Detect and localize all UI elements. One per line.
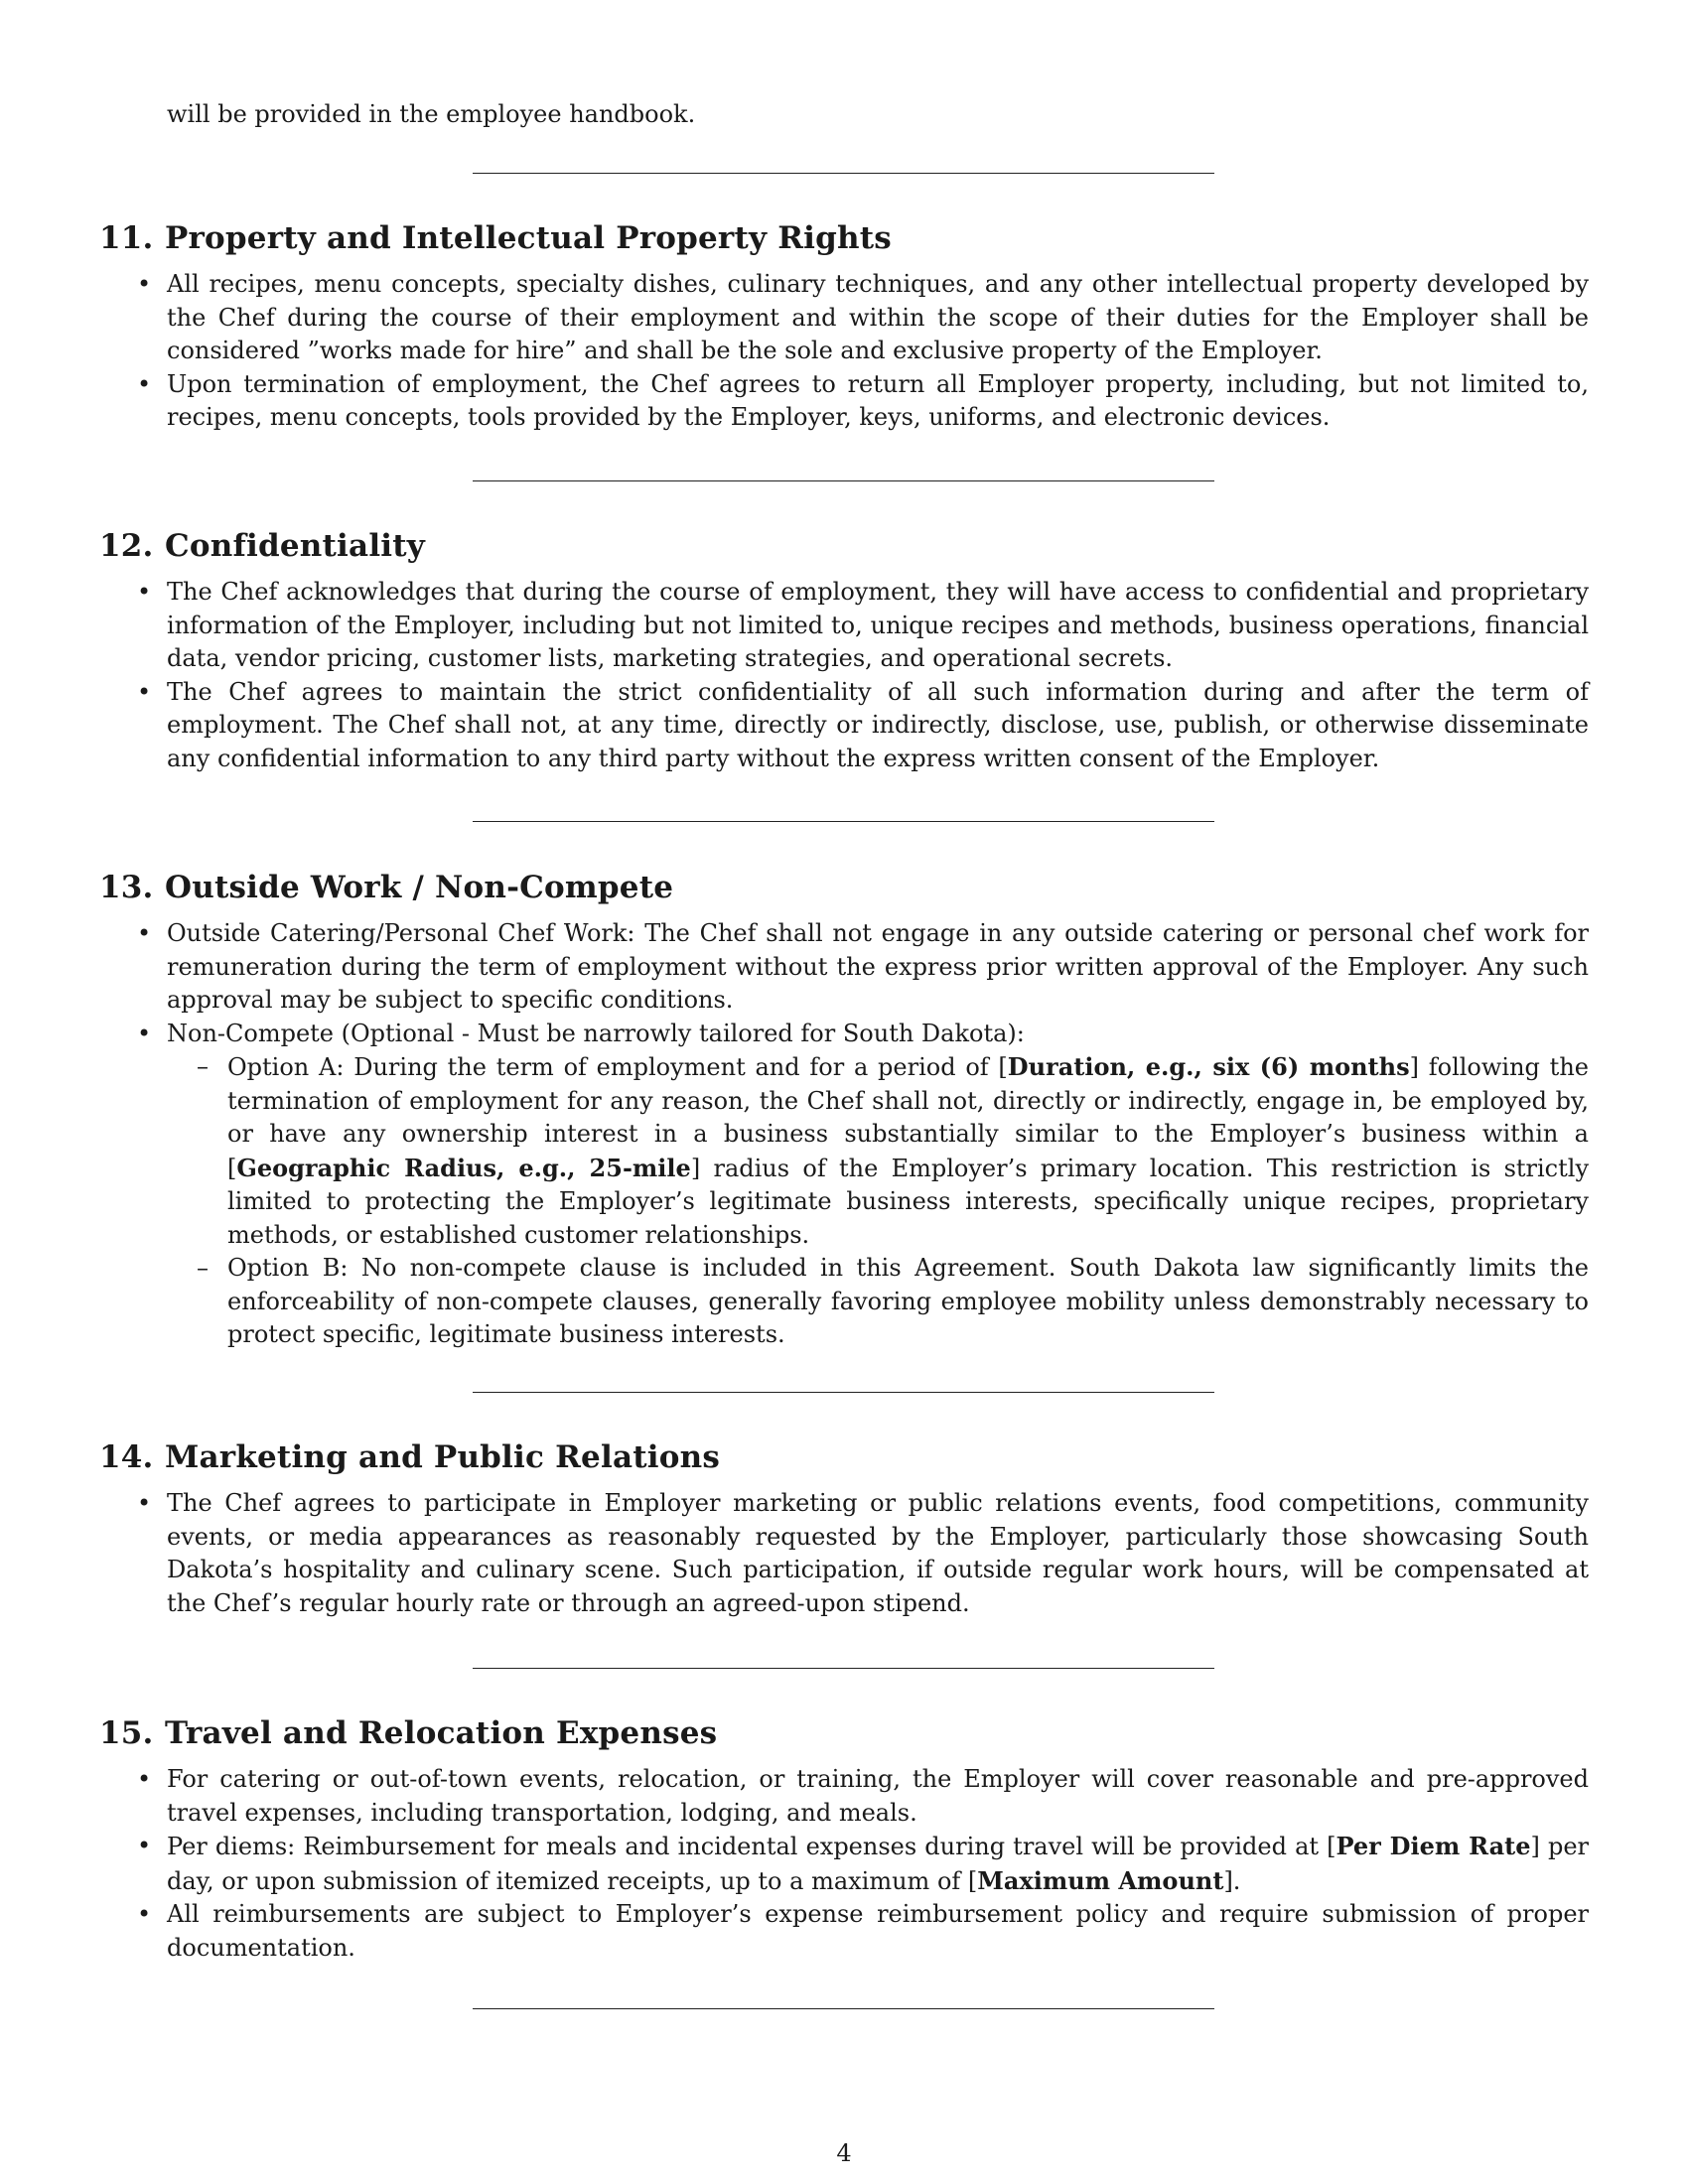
list-item: • Per diems: Reimbursement for meals and incidental expenses during travel will be provided at [Per Diem Rate] per day, or upon submission of itemized receipts, up to a maximum of [Maximum Amount]. (99, 1830, 1589, 1898)
non-compete-label: Non-Compete (Optional - Must be narrowly tailored for South Dakota): (167, 1019, 1025, 1047)
list-item: • The Chef acknowledges that during the course of employment, they will have access to confidential and proprietary information of the Employer, including but not limited to, unique recipes and methods, business operations, financial data, vendor pricing, customer lists, marketing strategies, and operational secrets. (99, 576, 1589, 676)
section-heading: 12. Confidentiality (99, 528, 426, 564)
section-13 (99, 868, 1589, 1352)
list-item: • All reimbursements are subject to Employer’s expense reimbursement policy and require submission of proper documentation. (99, 1898, 1589, 1965)
placeholder-radius: Geographic Radius, e.g., 25-mile (236, 1153, 691, 1182)
section-12 (99, 526, 1589, 775)
placeholder-per-diem-rate: Per Diem Rate (1336, 1832, 1531, 1860)
placeholder-maximum-amount: Maximum Amount (977, 1865, 1224, 1895)
section-divider (473, 173, 1214, 174)
section-heading: 11. Property and Intellectual Property Rights (99, 220, 892, 256)
section-14 (99, 1437, 1589, 1620)
section-divider (473, 2008, 1214, 2009)
list-item: • The Chef agrees to participate in Employer marketing or public relations events, food competitions, community events, or media appearances as reasonably requested by the Employer, particularly those showcasing South Dakota’s hospitality and culinary scene. Such participation, if outside regular work hours, will be compensated at the Chef’s regular hourly rate or through an agreed-upon stipend. (99, 1487, 1589, 1620)
option-a-item: – Option A: During the term of employment and for a period of [Duration, e.g., six (6) months] following the termination of employment for any reason, the Chef shall not, directly or indirectly, engage in, be employed by, or have any ownership interest in a business substantially similar to the Employer’s business within a [Geographic Radius, e.g., 25-mile] radius of the Employer’s primary location. This restriction is strictly limited to protecting the Employer’s legitimate business interests, specifically unique recipes, proprietary methods, or established customer relationships. (167, 1050, 1589, 1252)
list-item: • For catering or out-of-town events, relocation, or training, the Employer will cover reasonable and pre-approved travel expenses, including transportation, lodging, and meals. (99, 1763, 1589, 1830)
bullet-list (99, 1763, 1589, 1965)
list-item (99, 1018, 1589, 1352)
bullet-list (99, 917, 1589, 1352)
page-number: 4 (836, 2139, 852, 2167)
section-heading: 14. Marketing and Public Relations (99, 1439, 720, 1475)
section-divider (473, 1668, 1214, 1669)
sub-list (167, 1050, 1589, 1352)
bullet-list (99, 576, 1589, 775)
section-heading: 15. Travel and Relocation Expenses (99, 1715, 718, 1751)
section-15 (99, 1713, 1589, 1965)
carryover-text: will be provided in the employee handbook. (167, 100, 696, 128)
section-heading: 13. Outside Work / Non-Compete (99, 870, 674, 905)
placeholder-duration: Duration, e.g., six (6) months (1007, 1052, 1410, 1081)
section-divider (473, 480, 1214, 481)
list-item: • The Chef agrees to maintain the strict confidentiality of all such information during and after the term of employment. The Chef shall not, at any time, directly or indirectly, disclose, use, publish, or otherwise disseminate any confidential information to any third party without the express written consent of the Employer. (99, 676, 1589, 776)
section-divider (473, 821, 1214, 822)
bullet-list (99, 268, 1589, 435)
section-divider (473, 1392, 1214, 1393)
section-11 (99, 218, 1589, 435)
list-item: • All recipes, menu concepts, specialty dishes, culinary techniques, and any other intellectual property developed by the Chef during the course of their employment and within the scope of their duties for the Employer shall be considered ”works made for hire” and shall be the sole and exclusive property of the Employer. (99, 268, 1589, 368)
list-item: • Upon termination of employment, the Chef agrees to return all Employer property, including, but not limited to, recipes, menu concepts, tools provided by the Employer, keys, uniforms, and electronic devices. (99, 368, 1589, 435)
bullet-list (99, 1487, 1589, 1620)
list-item: • Outside Catering/Personal Chef Work: The Chef shall not engage in any outside catering or personal chef work for remuneration during the term of employment without the express prior written approval of the Employer. Any such approval may be subject to specific conditions. (99, 917, 1589, 1018)
option-b-item: – Option B: No non-compete clause is included in this Agreement. South Dakota law significantly limits the enforceability of non-compete clauses, generally favoring employee mobility unless demonstrably necessary to protect specific, legitimate business interests. (167, 1252, 1589, 1352)
